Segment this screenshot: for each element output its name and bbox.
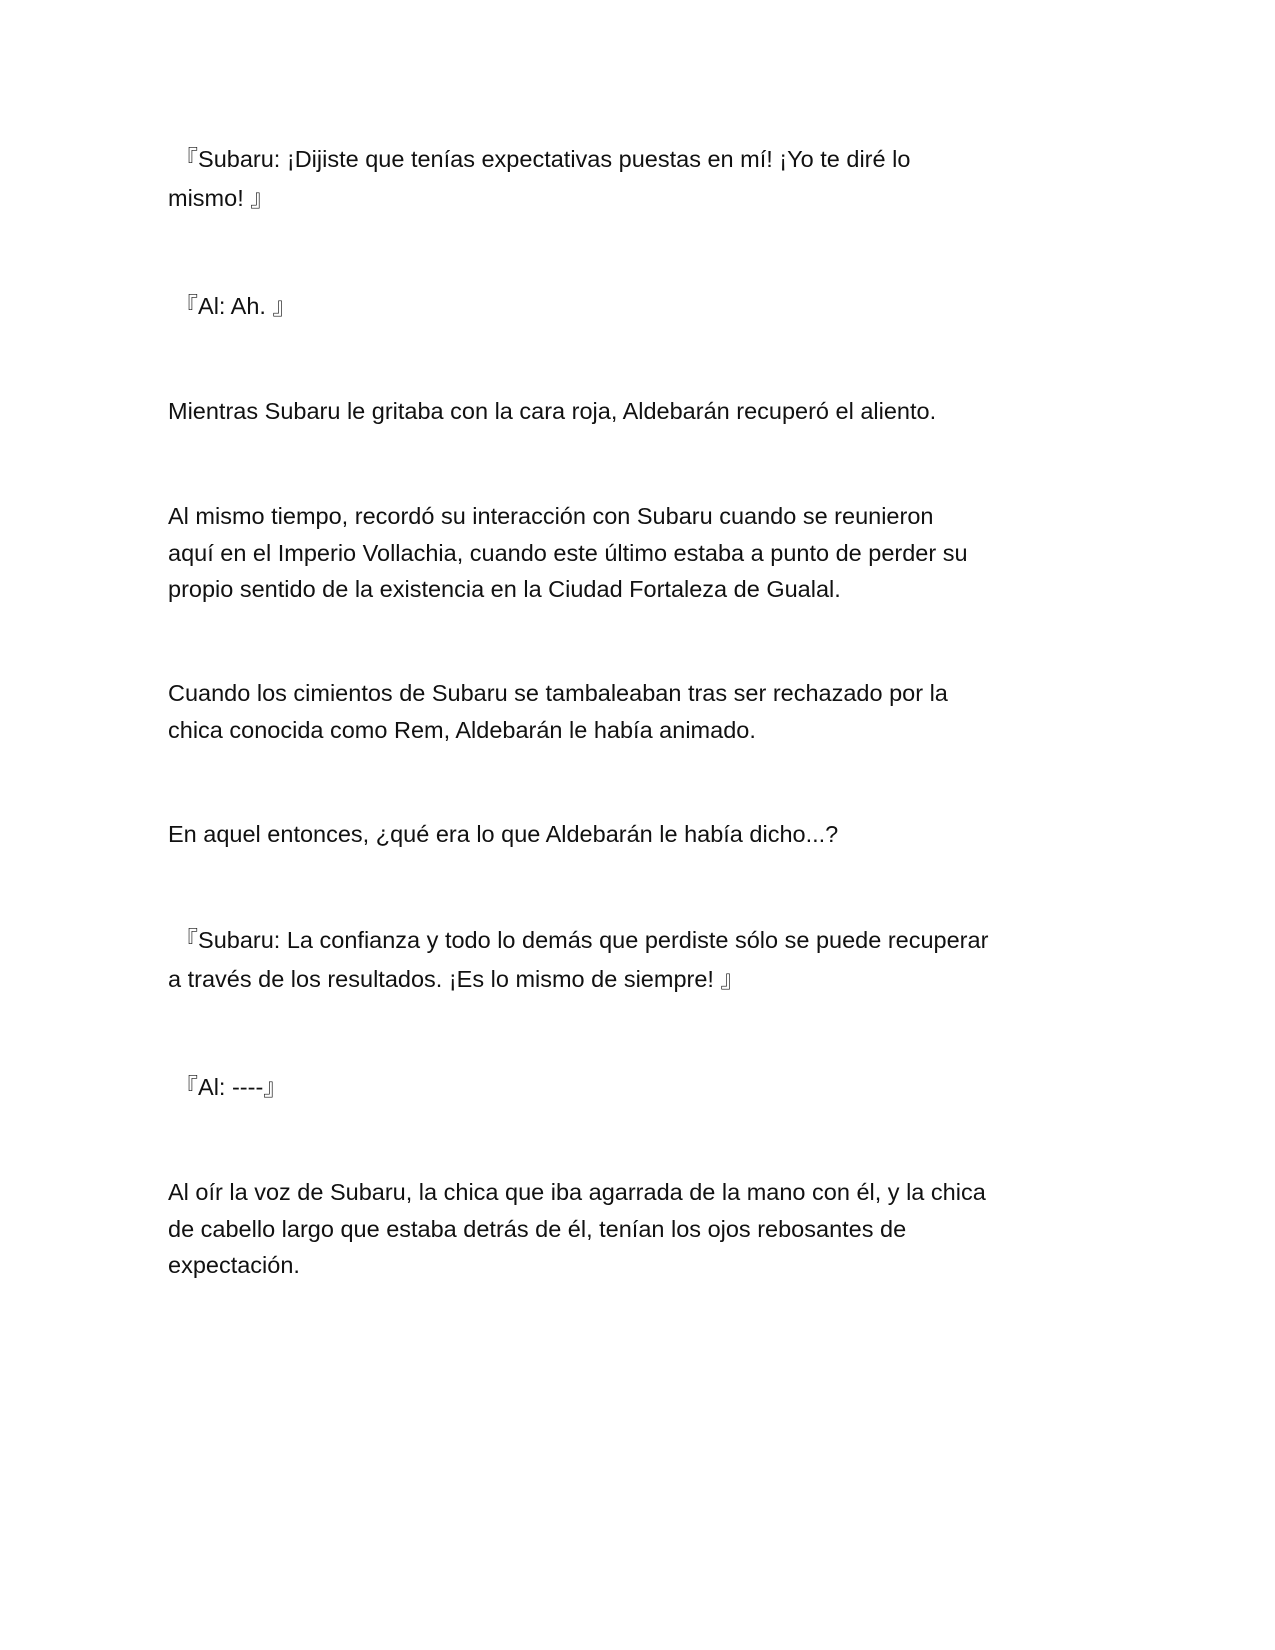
text-line: 『Subaru: ¡Dijiste que tenías expectativas puestas en mí! ¡Yo te diré lo — [168, 146, 911, 172]
dialogue-subaru-expectations — [168, 140, 1048, 218]
text-line: mismo! 』 — [168, 185, 274, 211]
narration-paragraph — [168, 1174, 1048, 1284]
text-line: expectación. — [168, 1252, 300, 1278]
narration-paragraph — [168, 816, 1048, 853]
text-line: 『Al: ----』 — [168, 1074, 287, 1100]
text-line: propio sentido de la existencia en la Ciudad Fortaleza de Gualal. — [168, 576, 841, 602]
text-line: Cuando los cimientos de Subaru se tambaleaban tras ser rechazado por la — [168, 680, 948, 706]
text-line: de cabello largo que estaba detrás de él, tenían los ojos rebosantes de — [168, 1215, 907, 1242]
text-line: chica conocida como Rem, Aldebarán le había animado. — [168, 716, 756, 743]
narration-paragraph — [168, 675, 1048, 748]
narration-paragraph — [168, 393, 1048, 430]
text-line: a través de los resultados. ¡Es lo mismo de siempre! 』 — [168, 966, 744, 992]
dialogue-subaru-confidence — [168, 921, 1048, 999]
text-line: En aquel entonces, ¿qué era lo que Aldebarán le había dicho...? — [168, 821, 839, 847]
text-line: Mientras Subaru le gritaba con la cara roja, Aldebarán recuperó el aliento. — [168, 398, 937, 424]
text-line: 『Subaru: La confianza y todo lo demás que perdiste sólo se puede recuperar — [168, 927, 989, 953]
text-line: aquí en el Imperio Vollachia, cuando este último estaba a punto de perder su — [168, 539, 968, 566]
text-line: Al oír la voz de Subaru, la chica que iba agarrada de la mano con él, y la chica — [168, 1179, 986, 1205]
text-line: 『Al: Ah. 』 — [168, 293, 296, 319]
dialogue-al-ah — [168, 287, 1048, 326]
narration-paragraph — [168, 498, 1048, 608]
dialogue-al-silence — [168, 1068, 1048, 1107]
text-line: Al mismo tiempo, recordó su interacción con Subaru cuando se reunieron — [168, 503, 934, 529]
